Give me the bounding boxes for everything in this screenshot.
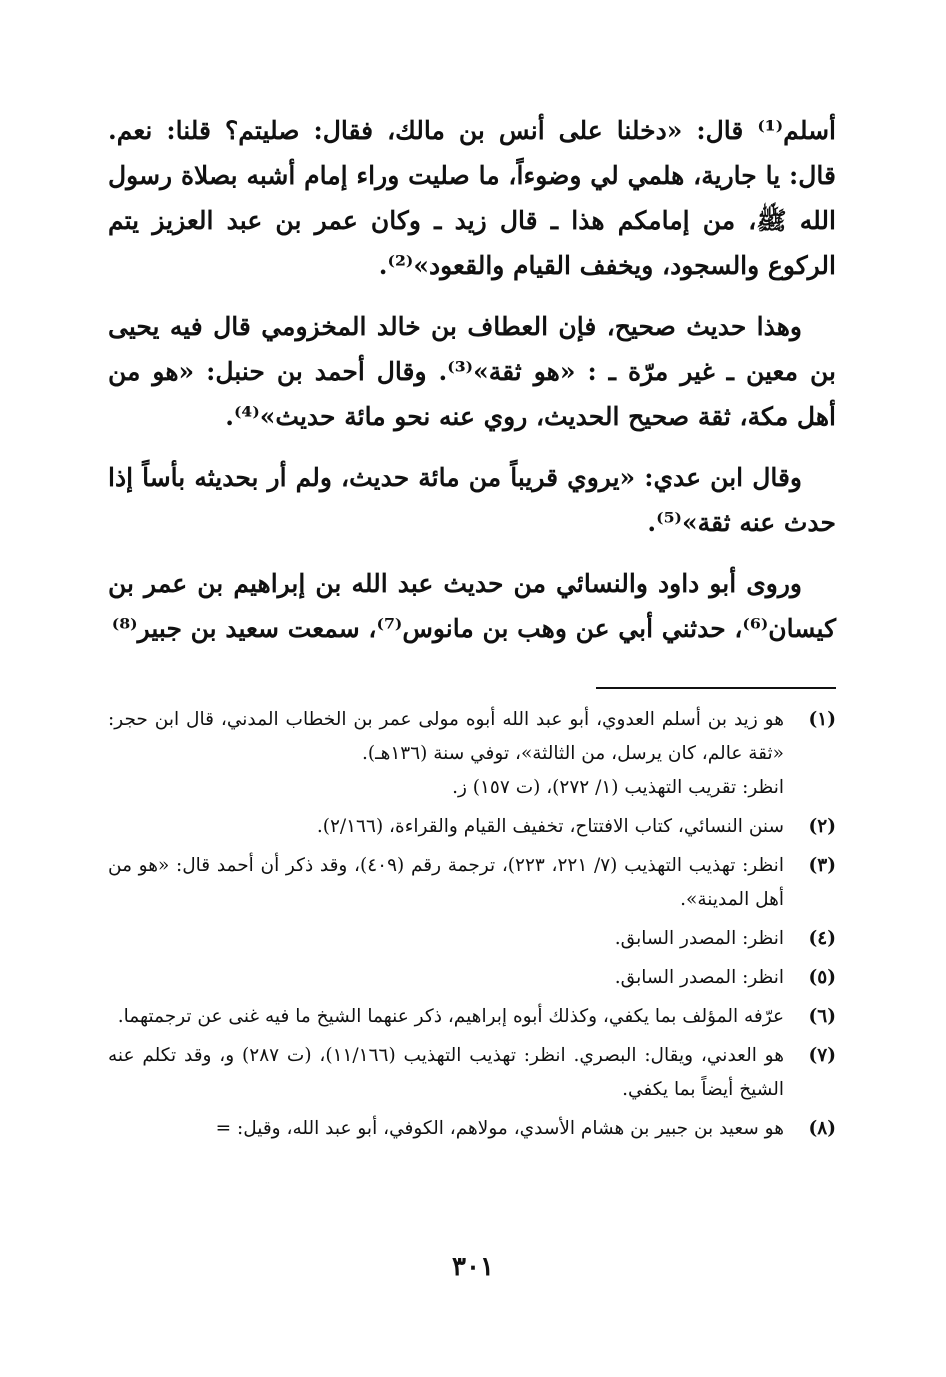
footnote-text (108, 1039, 784, 1107)
footnote-text (108, 1000, 784, 1034)
footnote-line: انظر: المصدر السابق. (614, 928, 784, 949)
footnote (108, 849, 836, 917)
main-text (108, 108, 836, 651)
footnote-text (108, 922, 784, 956)
footnote-line: عرّفه المؤلف بما يكفي، وكذلك أبوه إبراهيم، ذكر عنهما الشيخ ما فيه غنى عن ترجمتهما. (117, 1006, 784, 1027)
footnote-number: (٨) (808, 1118, 836, 1139)
footnote-separator-wrap (108, 667, 836, 703)
footnote-line: انظر: المصدر السابق. (614, 967, 784, 988)
footnote (108, 961, 836, 995)
footnote-line: انظر: تقريب التهذيب (١/ ٢٧٢)، (ت ١٥٧) ز. (452, 777, 784, 798)
footnote (108, 810, 836, 844)
footnotes (108, 703, 836, 1146)
footnote-number: (١) (808, 709, 836, 730)
paragraph: أسلم⁽¹⁾ قال: «دخلنا على أنس بن مالك، فقال: صليتم؟ قلنا: نعم. قال: يا جارية، هلمي لي وضوءاً، ما صليت وراء إمام أشبه بصلاة رسول الله ﷺ، من إمامكم هذا ـ قال زيد ـ وكان عمر بن عبد العزيز يتم الركوع والسجود، ويخفف القيام والقعود»⁽²⁾. (108, 116, 836, 280)
paragraph: وروى أبو داود والنسائي من حديث عبد الله بن إبراهيم بن عمر بن كيسان⁽⁶⁾، حدثني أبي عن وهب بن مانوس⁽⁷⁾، سمعت سعيد بن جبير⁽⁸⁾ (108, 569, 836, 643)
paragraph: وهذا حديث صحيح، فإن العطاف بن خالد المخزومي قال فيه يحيى بن معين ـ غير مرّة ـ : «هو ثقة»⁽³⁾. وقال أحمد بن حنبل: «هو من أهل مكة، ثقة صحيح الحديث، روي عنه نحو مائة حديث»⁽⁴⁾. (108, 312, 836, 431)
footnote-line: هو سعيد بن جبير بن هشام الأسدي، مولاهم، الكوفي، أبو عبد الله، وقيل: = (215, 1118, 784, 1139)
footnote-number: (٥) (808, 967, 836, 988)
footnote-number: (٦) (808, 1006, 836, 1027)
footnote (108, 1112, 836, 1146)
footnote-text (108, 810, 784, 844)
footnote-separator (596, 687, 836, 689)
footnote-number: (٣) (808, 855, 836, 876)
paragraph: وقال ابن عدي: «يروي قريباً من مائة حديث، ولم أر بحديثه بأساً إذا حدث عنه ثقة»⁽⁵⁾. (108, 463, 836, 537)
footnote-line: سنن النسائي، كتاب الافتتاح، تخفيف القيام والقراءة، (٢/١٦٦). (316, 816, 784, 837)
page-number: ٣٠١ (452, 1252, 494, 1282)
footnote-text (108, 849, 784, 917)
footnote (108, 1000, 836, 1034)
footnote-line: هو العدني، ويقال: البصري. انظر: تهذيب التهذيب (١١/١٦٦)، (ت ٢٨٧) و، وقد تكلم عنه الشيخ أيضاً بما يكفي. (108, 1045, 784, 1100)
footnote-number: (٧) (808, 1045, 836, 1066)
footnote-number: (٢) (808, 816, 836, 837)
footnote-text (108, 1112, 784, 1146)
footnote-text (108, 703, 784, 805)
footnote (108, 703, 836, 805)
footnote-line: هو زيد بن أسلم العدوي، أبو عبد الله أبوه مولى عمر بن الخطاب المدني، قال ابن حجر: «ثقة عالم، كان يرسل، من الثالثة»، توفي سنة (١٣٦هـ). (108, 709, 784, 764)
footnote (108, 922, 836, 956)
footnote-number: (٤) (808, 928, 836, 949)
footnote-line: انظر: تهذيب التهذيب (٧/ ٢٢١، ٢٢٣)، ترجمة رقم (٤٠٩)، وقد ذكر أن أحمد قال: «هو من أهل المدينة». (108, 855, 784, 910)
footnote (108, 1039, 836, 1107)
footnote-text (108, 961, 784, 995)
